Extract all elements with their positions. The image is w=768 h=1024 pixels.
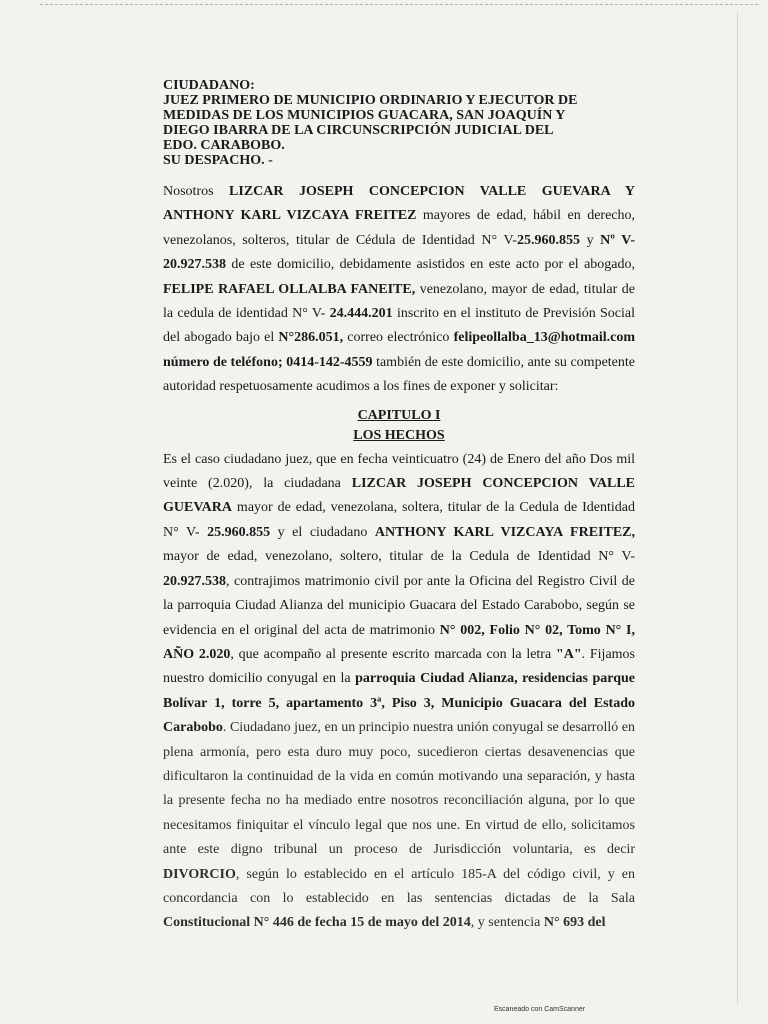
- divorce-term: DIVORCIO: [163, 866, 236, 882]
- header-line-5: EDO. CARABOBO.: [163, 138, 285, 153]
- facts-text-7: . Fijamos nuestro domicilio conyugal en la: [163, 646, 635, 687]
- spouse-name-2: ANTHONY KARL VIZCAYA FREITEZ,: [374, 524, 636, 540]
- facts-text-10: , y sentencia: [470, 915, 544, 931]
- facts-text-3: y el ciudadano: [270, 524, 375, 540]
- conjugal-address: parroquia Ciudad Alianza, residencias parque Bolívar 1, torre 5, apartamento 3ª, Piso 3, Municipio Guacara del Estado Carabobo: [163, 671, 635, 736]
- intro-text-7: correo electrónico: [343, 330, 454, 346]
- intro-text-2: mayores de edad, hábil en derecho, venezolanos, solteros, titular de Cédula de Identidad N° V-: [163, 208, 635, 248]
- intro-text-8: también de este domicilio, ante su competente autoridad respetuosamente acudimos a los fines de exponer y solicitar:: [163, 354, 635, 395]
- scan-top-edge: [40, 4, 758, 13]
- petitioner-id-1: 25.960.855: [516, 232, 580, 248]
- intro-text-1: Nosotros: [163, 184, 230, 199]
- facts-text-2: mayor de edad, venezolana, soltera, titular de la Cedula de Identidad N° V-: [163, 500, 635, 540]
- facts-text-8: . Ciudadano juez, en un principio nuestra unión conyugal se desarrolló en plena armonía, pero esta duro muy poco, sucedieron ciertas desavenencias que dificultaron la continuidad de la vida en común motivando una separación, y hasta la presente fecha no ha mediado entre nosotros reconciliación alguna, por lo que necesitamos finiquitar el vínculo legal que nos une. En virtud de ello, solicitamos ante este digno tribunal un proceso de Jurisdicción voluntaria, es decir: [163, 720, 635, 858]
- facts-paragraph: [163, 448, 635, 936]
- petitioner-names: LIZCAR JOSEPH CONCEPCION VALLE GUEVARA Y ANTHONY KARL VIZCAYA FREITEZ: [163, 184, 635, 224]
- intro-text-5: venezolano, mayor de edad, titular de la cedula de identidad N° V-: [163, 281, 635, 322]
- intro-text-6: inscrito en el instituto de Previsión Social del abogado bajo el: [163, 306, 636, 346]
- ipsa-number: N°286.051,: [278, 330, 344, 346]
- facts-text-4: mayor de edad, venezolano, soltero, titular de la Cedula de Identidad N° V-: [163, 549, 635, 565]
- spouse-id-2: 20.927.538: [163, 573, 226, 589]
- lawyer-name: FELIPE RAFAEL OLLALBA FANEITE,: [163, 281, 416, 297]
- annex-letter: "A": [555, 646, 582, 662]
- document-header: [163, 78, 635, 168]
- document-page: [163, 78, 635, 936]
- spouse-id-1: 25.960.855: [207, 524, 271, 540]
- lawyer-contact: felipeollalba_13@hotmail.com número de teléfono; 0414-142-4559: [163, 330, 635, 370]
- court-ruling-2: N° 693 del: [543, 915, 606, 931]
- facts-text-6: , que acompaño al presente escrito marcada con la letra: [230, 646, 556, 662]
- intro-text-4: de este domicilio, debidamente asistidos en este acto por el abogado,: [226, 257, 635, 273]
- chapter-title: CAPITULO I: [357, 407, 441, 423]
- petitioner-id-2: Nº V-20.927.538: [163, 232, 635, 273]
- intro-paragraph: [163, 180, 635, 400]
- header-line-6: SU DESPACHO. -: [163, 153, 273, 168]
- header-line-2: JUEZ PRIMERO DE MUNICIPIO ORDINARIO Y EJECUTOR DE: [163, 93, 578, 108]
- header-line-1: CIUDADANO:: [163, 78, 255, 93]
- marriage-record: N° 002, Folio N° 02, Tomo N° I, AÑO 2.020: [163, 622, 635, 662]
- facts-text-1: Es el caso ciudadano juez, que en fecha veinticuatro (24) de Enero del año Dos mil veinte (2.020), la ciudadana: [163, 451, 635, 492]
- header-line-4: DIEGO IBARRA DE LA CIRCUNSCRIPCIÓN JUDICIAL DEL: [163, 123, 554, 138]
- lawyer-id: 24.444.201: [329, 306, 393, 322]
- facts-text-5: , contrajimos matrimonio civil por ante la Oficina del Registro Civil de la parroquia Ciudad Alianza del municipio Guacara del Estado Carabobo, según se evidencia en el original del acta de matrimonio: [163, 573, 635, 638]
- header-line-3: MEDIDAS DE LOS MUNICIPIOS GUACARA, SAN JOAQUÍN Y: [163, 108, 566, 123]
- facts-text-9: , según lo establecido en el artículo 185-A del código civil, y en concordancia con lo establecido en las sentencias dictadas de la Sala: [163, 866, 635, 906]
- spouse-name-1: LIZCAR JOSEPH CONCEPCION VALLE GUEVARA: [163, 476, 635, 516]
- scan-right-edge: [737, 12, 738, 1004]
- court-ruling: Constitucional N° 446 de fecha 15 de mayo del 2014: [163, 915, 471, 931]
- scanner-watermark: Escaneado con CamScanner: [494, 1006, 586, 1013]
- chapter-subtitle: LOS HECHOS: [353, 427, 445, 443]
- chapter-heading: [163, 406, 635, 446]
- intro-text-3: y: [579, 232, 601, 248]
